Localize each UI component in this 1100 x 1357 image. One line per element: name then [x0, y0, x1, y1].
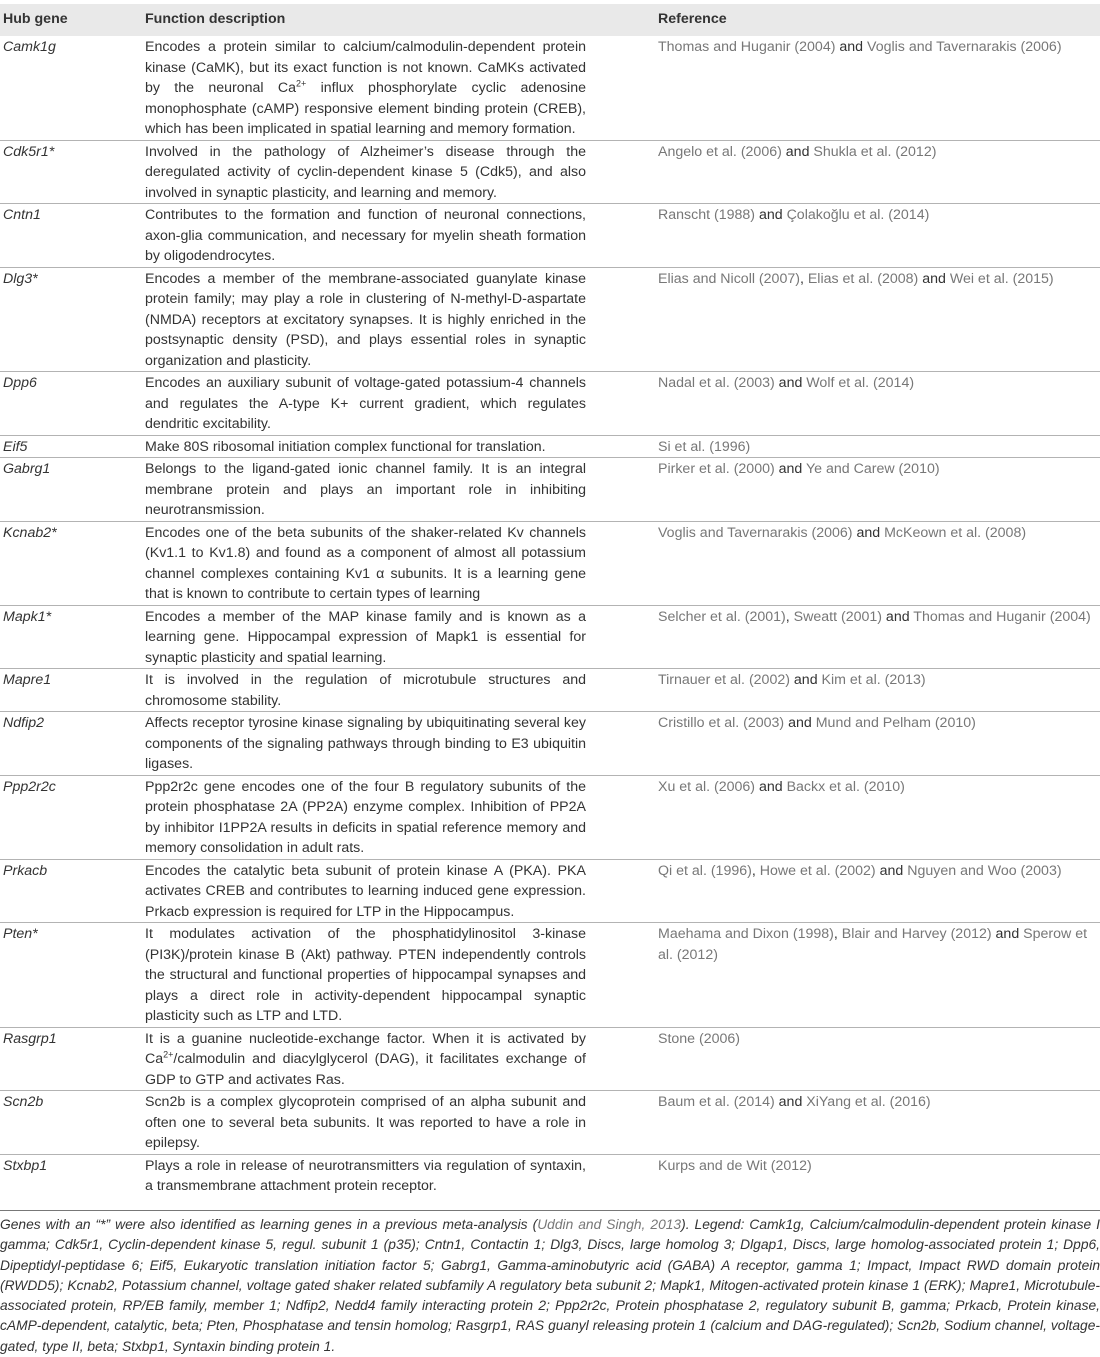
table-row	[0, 140, 1100, 204]
description-text: Encodes a protein similar to calcium/calmodulin-dependent protein kinase (CaMK), but its exact function is not known. CaMKs activated by the neuronal Ca	[145, 39, 586, 96]
reference-cell	[658, 458, 1100, 522]
function-description-cell	[145, 1154, 658, 1197]
description-text: Encodes one of the beta subunits of the shaker-related Kv channels (Kv1.1 to Kv1.8) and found as a component of almost all potassium channel complexes containing Kv1 α subunits. It is a learning gene that is known to contribute to certain types of learning	[145, 524, 586, 602]
function-description-cell	[145, 140, 658, 204]
hub-gene-cell: Eif5	[0, 435, 145, 458]
table-row	[0, 923, 1100, 1028]
reference-link[interactable]: Maehama and Dixon (1998)	[658, 926, 834, 942]
reference-separator: and	[918, 270, 950, 287]
reference-separator: and	[774, 375, 807, 391]
function-description-cell	[145, 669, 658, 712]
reference-link[interactable]: Baum et al. (2014)	[658, 1094, 775, 1110]
function-description-cell	[145, 204, 658, 268]
description-text: It is involved in the regulation of microtubule structures and chromosome stability.	[145, 672, 586, 709]
reference-link[interactable]: Nguyen and Woo (2003)	[907, 862, 1062, 879]
table-row	[0, 521, 1100, 605]
reference-cell	[658, 140, 1100, 204]
hub-gene-table	[0, 4, 1100, 1197]
reference-link[interactable]: Shukla et al. (2012)	[813, 143, 937, 160]
hub-gene-cell: Camk1g	[3, 39, 56, 55]
description-text: Scn2b is a complex glycoprotein comprised of an alpha subunit and often one to several beta subunits. It was reported to have a role in epilepsy.	[145, 1094, 586, 1151]
table-row	[0, 775, 1100, 859]
reference-separator: ,	[785, 608, 794, 625]
reference-link[interactable]: Xu et al. (2006)	[658, 778, 756, 795]
description-text: Affects receptor tyrosine kinase signaling by ubiquitinating several key components of the signaling pathways through binding to E3 ubiquitin ligases.	[145, 715, 586, 772]
reference-separator: ,	[751, 862, 760, 879]
hub-gene-cell: Gabrg1	[0, 458, 145, 522]
reference-cell	[658, 1154, 1100, 1197]
reference-link[interactable]: Ye and Carew (2010)	[806, 461, 940, 477]
hub-gene-cell: Cdk5r1*	[0, 140, 145, 204]
hub-gene-cell: Mapk1*	[0, 605, 145, 669]
function-description-cell	[145, 36, 658, 140]
reference-cell	[658, 36, 1100, 140]
table-row	[0, 1154, 1100, 1197]
table-footnote	[0, 1210, 1100, 1357]
function-description-cell	[145, 859, 658, 923]
table-row	[0, 605, 1100, 669]
hub-gene-cell: Dlg3*	[0, 267, 145, 372]
reference-link[interactable]: Tirnauer et al. (2002)	[658, 672, 790, 688]
function-description-cell	[145, 458, 658, 522]
reference-cell	[658, 605, 1100, 669]
reference-cell	[658, 1091, 1100, 1155]
reference-link[interactable]: Thomas and Huganir (2004)	[658, 39, 836, 55]
description-text-cont: /calmodulin and diacylglycerol (DAG), it facilitates exchange of GDP to GTP and activates Ras.	[145, 1051, 586, 1088]
reference-link[interactable]: Howe et al. (2002)	[759, 862, 876, 879]
reference-separator: and	[755, 207, 787, 223]
reference-separator: and	[881, 608, 914, 625]
reference-cell	[658, 775, 1100, 859]
header-reference: Reference	[658, 4, 1100, 36]
table-row	[0, 267, 1100, 372]
reference-cell	[658, 521, 1100, 605]
reference-link[interactable]: Mund and Pelham (2010)	[815, 715, 976, 731]
hub-gene-cell: Rasgrp1	[0, 1027, 145, 1091]
description-text: It modulates activation of the phosphatidylinositol 3-kinase (PI3K)/protein kinase B (Akt) pathway. PTEN independently controls the structural and functional properties of hippocampal synapses and plays a direct role in activity-dependent hippocampal synaptic plasticity such as LTP and LTD.	[145, 926, 586, 1024]
reference-link[interactable]: Elias et al. (2008)	[807, 270, 919, 287]
reference-separator: and	[774, 461, 807, 477]
description-text: Encodes an auxiliary subunit of voltage-gated potassium-4 channels and regulates the A-type K+ current gradient, which regulates dendritic excitability.	[145, 375, 586, 432]
table-row	[0, 1091, 1100, 1155]
reference-cell	[658, 435, 1100, 458]
reference-link[interactable]: Thomas and Huganir (2004)	[913, 608, 1091, 625]
reference-link[interactable]: Qi et al. (1996)	[658, 862, 752, 879]
reference-link[interactable]: Wei et al. (2015)	[949, 270, 1054, 287]
reference-link[interactable]: Ranscht (1988)	[658, 207, 755, 223]
description-text: Encodes the catalytic beta subunit of protein kinase A (PKA). PKA activates CREB and contributes to learning induced gene expression. Prkacb expression is required for LTP in the Hippocampus.	[145, 862, 586, 920]
reference-link[interactable]: Stone (2006)	[658, 1030, 741, 1047]
hub-gene-cell: Prkacb	[0, 859, 145, 923]
table-body	[0, 36, 1100, 1197]
superscript: 2+	[163, 1049, 174, 1060]
reference-link[interactable]: Si et al. (1996)	[658, 438, 751, 455]
reference-separator: and	[852, 524, 885, 541]
hub-gene-cell: Ppp2r2c	[0, 775, 145, 859]
reference-cell	[658, 204, 1100, 268]
reference-link[interactable]: Çolakoğlu et al. (2014)	[786, 207, 930, 223]
reference-link[interactable]: Blair and Harvey (2012)	[841, 926, 992, 942]
description-text-cont: influx phosphorylate cyclic adenosine monophosphate (cAMP) responsive element binding protein (CREB), which has been implicated in spatial learning and memory formation.	[145, 80, 586, 137]
reference-cell	[658, 267, 1100, 372]
reference-link[interactable]: Sperow et al. (2012)	[658, 926, 1088, 963]
reference-link[interactable]: Kurps and de Wit (2012)	[658, 1157, 812, 1174]
table-row	[0, 372, 1100, 436]
function-description-cell	[145, 923, 658, 1028]
table-row	[0, 669, 1100, 712]
reference-separator: and	[875, 862, 908, 879]
reference-link[interactable]: XiYang et al. (2016)	[806, 1094, 931, 1110]
reference-link[interactable]: Kim et al. (2013)	[821, 672, 926, 688]
hub-gene-cell: Stxbp1	[0, 1154, 145, 1197]
description-text: Encodes a member of the membrane-associated guanylate kinase protein family; may play a role in clustering of N-methyl-D-aspartate (NMDA) receptors at excitatory synapses. It is highly enriched in the postsynaptic density (PSD), and plays essential roles in synaptic organization and plasticity.	[145, 270, 586, 369]
function-description-cell	[145, 775, 658, 859]
description-text: Plays a role in release of neurotransmitters via regulation of syntaxin, a transmembrane attachment protein receptor.	[145, 1157, 586, 1194]
function-description-cell	[145, 712, 658, 776]
reference-cell	[658, 923, 1100, 1028]
hub-gene-cell: Mapre1	[0, 669, 145, 712]
table-header-row	[0, 4, 1100, 36]
header-function-description: Function description	[145, 4, 658, 36]
reference-cell	[658, 669, 1100, 712]
description-text: Contributes to the formation and function of neuronal connections, axon-glia communication, and necessary for myelin sheath formation by oligodendrocytes.	[145, 207, 586, 264]
table-row	[0, 1027, 1100, 1091]
reference-separator: and	[784, 715, 816, 731]
reference-link[interactable]: Cristillo et al. (2003)	[658, 715, 785, 731]
footnote-text-b: ). Legend: Camk1g, Calcium/calmodulin-dependent protein kinase I gamma; Cdk5r1, Cyclin-dependent kinase 5, regul. subunit 1 (p35); Cntn1, Contactin 1; Dlg3, Discs, large homolog 3; Dlgap1, Discs, large homolog-associated protein 1; Dpp6, Dipeptidyl-peptidase 6; Eif5, Eukaryotic translation initiation factor 5; Gabrg1, Gamma-aminobutyric acid (GABA) A receptor, gamma 1; Impact, Impact RWD domain protein (RWDD5); Kcnab2, Potassium channel, voltage gated shaker related subfamily A regulatory beta subunit 2; Mapk1, Mitogen-activated protein kinase 1 (ERK); Mapre1, Microtubule-associated protein, RP/EB family, member 1; Ndfip2, Nedd4 family interacting protein 2; Ppp2r2c, Protein phosphatase 2, regulatory subunit B, gamma; Prkacb, Protein kinase, cAMP-dependent, catalytic, beta; Pten, Phosphatase and tensin homolog; Rasgrp1, RAS guanyl releasing protein 1 (calcium and DAG-regulated); Scn2b, Sodium channel, voltage-gated, type II, beta; Stxbp1, Syntaxin binding protein 1.	[0, 1217, 1100, 1354]
reference-cell	[658, 859, 1100, 923]
reference-link[interactable]: McKeown et al. (2008)	[884, 524, 1027, 541]
hub-gene-cell: Dpp6	[0, 372, 145, 436]
description-text: Ppp2r2c gene encodes one of the four B regulatory subunits of the protein phosphatase 2A (PP2A) enzyme complex. Inhibition of PP2A by inhibitor I1PP2A results in deficits in spatial reference memory and memory consolidation in adult rats.	[145, 778, 586, 856]
table-row	[0, 435, 1100, 458]
reference-separator: ,	[799, 270, 808, 287]
reference-link[interactable]: Voglis and Tavernarakis (2006)	[658, 524, 853, 541]
reference-link[interactable]: Selcher et al. (2001)	[658, 608, 786, 625]
description-text: Encodes a member of the MAP kinase family and is known as a learning gene. Hippocampal expression of Mapk1 is essential for synaptic plasticity and spatial learning.	[145, 608, 586, 666]
superscript: 2+	[296, 78, 307, 89]
reference-link[interactable]: Voglis and Tavernarakis (2006)	[867, 39, 1062, 55]
function-description-cell	[145, 372, 658, 436]
reference-link[interactable]: Nadal et al. (2003)	[658, 375, 775, 391]
hub-gene-cell: Pten*	[0, 923, 145, 1028]
function-description-cell	[145, 435, 658, 458]
hub-gene-cell: Scn2b	[0, 1091, 145, 1155]
reference-cell	[658, 712, 1100, 776]
function-description-cell	[145, 605, 658, 669]
table-row	[0, 712, 1100, 776]
reference-separator: ,	[833, 926, 842, 942]
reference-cell	[658, 1027, 1100, 1091]
table-row	[0, 204, 1100, 268]
reference-link[interactable]: Elias and Nicoll (2007)	[658, 270, 800, 287]
function-description-cell	[145, 1027, 658, 1091]
footnote-text-a: Genes with an “*” were also identified as learning genes in a previous meta-analysis (	[0, 1217, 538, 1232]
description-text: Make 80S ribosomal initiation complex functional for translation.	[145, 438, 546, 455]
reference-separator: and	[781, 143, 814, 160]
reference-separator: and	[755, 778, 787, 795]
reference-link[interactable]: Wolf et al. (2014)	[806, 375, 915, 391]
hub-gene-cell: Kcnab2*	[0, 521, 145, 605]
function-description-cell	[145, 521, 658, 605]
hub-gene-cell: Cntn1	[0, 204, 145, 268]
hub-gene-cell: Ndfip2	[0, 712, 145, 776]
reference-separator: and	[789, 672, 822, 688]
reference-link[interactable]: Pirker et al. (2000)	[658, 461, 775, 477]
description-text: It is a guanine nucleotide-exchange factor. When it is activated by Ca	[145, 1030, 586, 1067]
reference-separator: and	[835, 39, 868, 55]
reference-separator: and	[991, 926, 1024, 942]
function-description-cell	[145, 1091, 658, 1155]
description-text: Belongs to the ligand-gated ionic channel family. It is an integral membrane protein and plays an important role in inhibiting neurotransmission.	[145, 461, 586, 518]
table-row	[0, 458, 1100, 522]
reference-link[interactable]: Sweatt (2001)	[793, 608, 882, 625]
reference-link[interactable]: Angelo et al. (2006)	[658, 143, 782, 160]
description-text: Involved in the pathology of Alzheimer’s disease through the deregulated activity of cyclin-dependent kinase 5 (Cdk5), and also involved in synaptic plasticity, and learning and memory.	[145, 143, 586, 201]
reference-link[interactable]: Backx et al. (2010)	[786, 778, 905, 795]
function-description-cell	[145, 267, 658, 372]
table-row	[0, 859, 1100, 923]
header-hub-gene: Hub gene	[0, 4, 145, 36]
table-row	[0, 36, 1100, 140]
reference-cell	[658, 372, 1100, 436]
reference-separator: and	[774, 1094, 807, 1110]
footnote-citation-link[interactable]: Uddin and Singh, 2013	[537, 1217, 682, 1232]
